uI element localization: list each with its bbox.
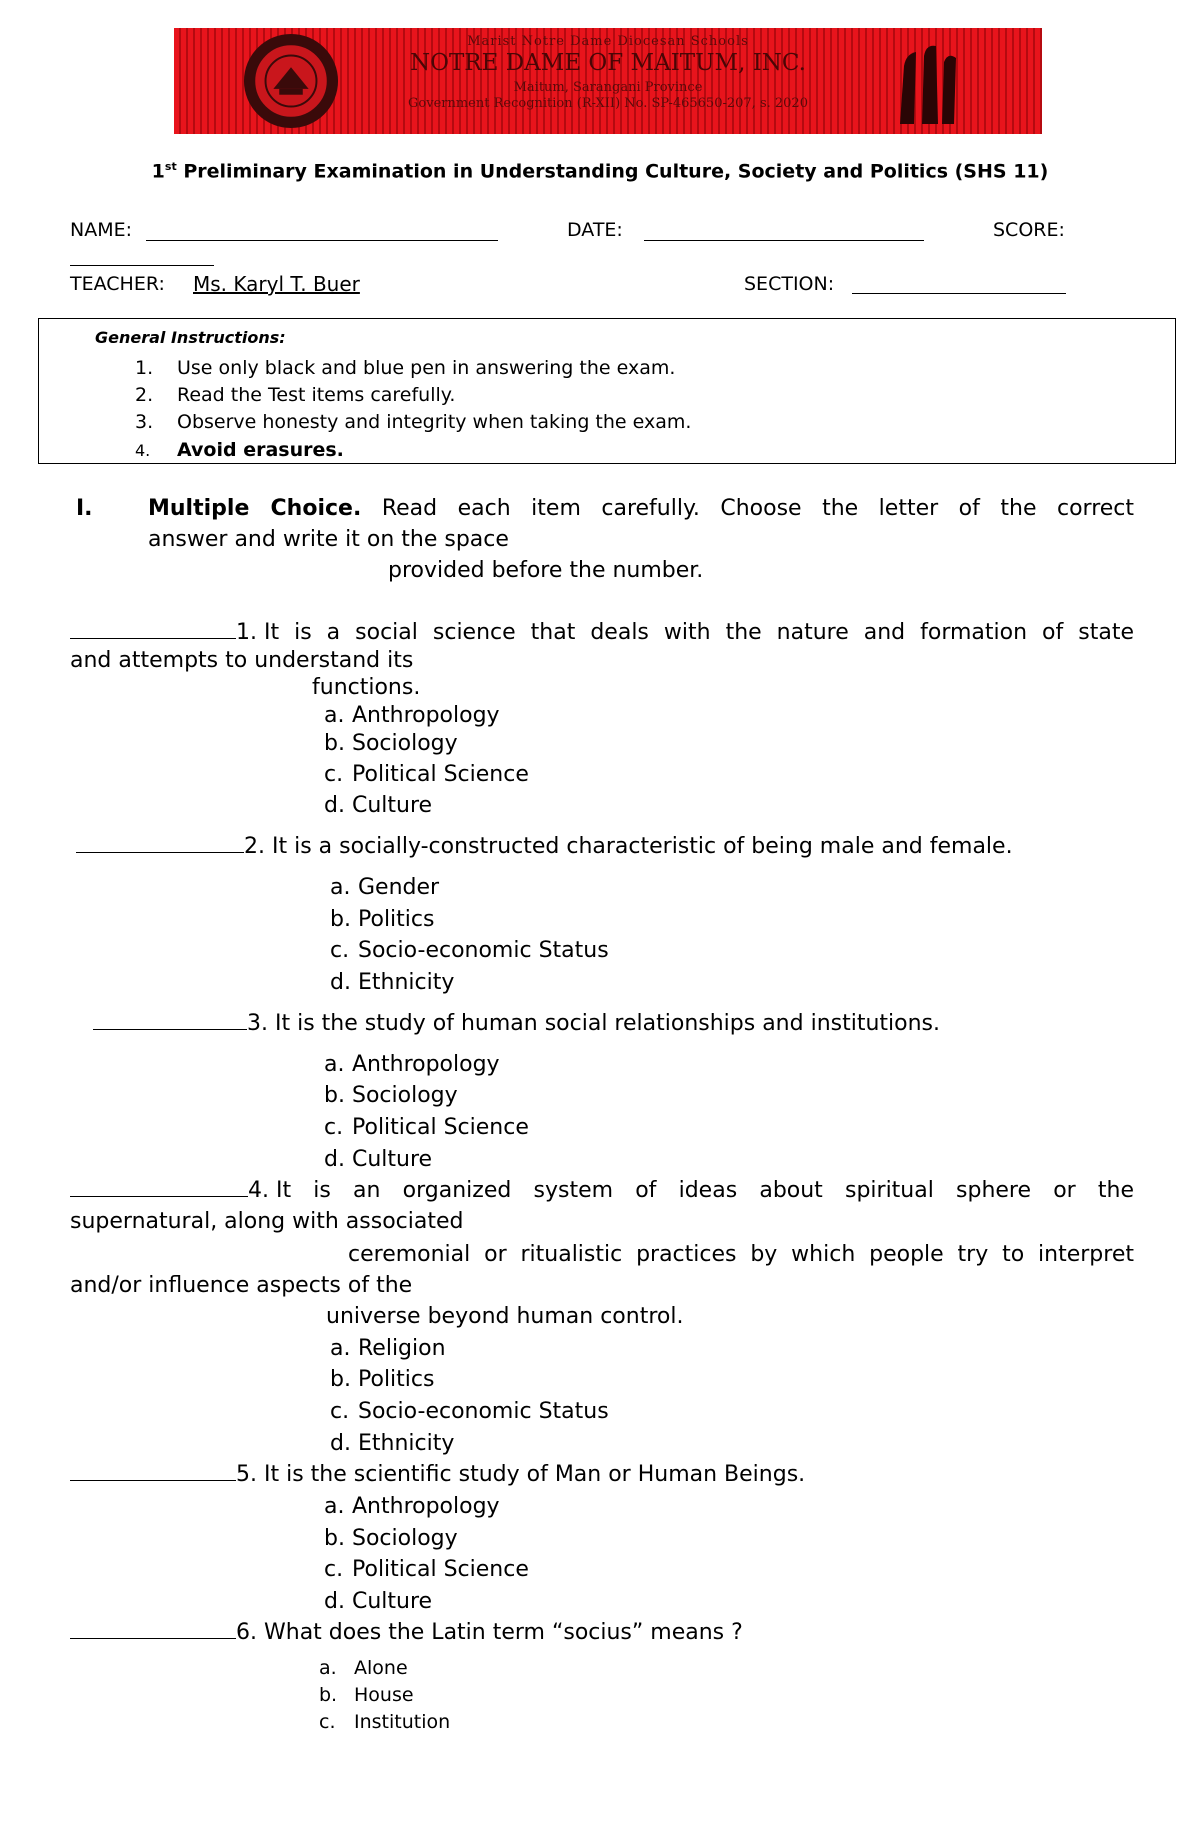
answer-blank[interactable] bbox=[70, 1462, 236, 1481]
instruction-item: 3. Observe honesty and integrity when taking the exam. bbox=[135, 411, 692, 433]
question-4-line3: ceremonial or ritualistic practices by which people try to interpret bbox=[348, 1242, 1134, 1267]
instructions-heading: General Instructions: bbox=[95, 328, 286, 347]
section-directions: Multiple Choice. Read each item carefully. Choose the letter of the correct bbox=[148, 496, 1135, 521]
name-label: NAME: bbox=[70, 219, 133, 241]
option: a. Gender bbox=[330, 875, 440, 900]
question-4-line2: supernatural, along with associated bbox=[70, 1209, 464, 1234]
section-field[interactable] bbox=[852, 293, 1066, 294]
question-6: 6. What does the Latin term “socius” means ? bbox=[70, 1620, 743, 1645]
section-label: SECTION: bbox=[744, 273, 835, 295]
date-field[interactable] bbox=[644, 240, 924, 241]
question-4-line5: universe beyond human control. bbox=[326, 1304, 684, 1329]
option: a. Anthropology bbox=[324, 1494, 500, 1519]
question-4-line4: and/or influence aspects of the bbox=[70, 1273, 413, 1298]
title-number: 1 bbox=[151, 160, 165, 183]
answer-blank[interactable] bbox=[70, 1620, 236, 1639]
school-banner bbox=[174, 28, 1042, 134]
option: a. Anthropology bbox=[324, 703, 500, 728]
option: b. House bbox=[319, 1684, 414, 1706]
option: c. Political Science bbox=[324, 1115, 529, 1140]
instruction-item: 4. Avoid erasures. bbox=[135, 439, 344, 461]
teacher-label: TEACHER: bbox=[70, 273, 165, 295]
option: a. Religion bbox=[330, 1336, 446, 1361]
banner-school-name: NOTRE DAME OF MAITUM, INC. bbox=[409, 50, 806, 76]
option: d. Culture bbox=[324, 793, 433, 818]
instruction-item: 1. Use only black and blue pen in answering the exam. bbox=[135, 357, 676, 379]
option: d. Ethnicity bbox=[330, 1431, 455, 1456]
exam-title bbox=[0, 160, 1200, 182]
section-directions-line2: answer and write it on the space bbox=[148, 527, 509, 552]
question-4: 4. It is an organized system of ideas about spiritual sphere or the bbox=[70, 1178, 1134, 1203]
option: b. Sociology bbox=[324, 731, 458, 756]
banner-address: Maitum, Sarangani Province bbox=[513, 80, 703, 95]
banner-recognition: Government Recognition (R-XII) No. SP-465650-207, s. 2020 bbox=[408, 96, 808, 111]
option: b. Sociology bbox=[324, 1526, 458, 1551]
section-directions-line3: provided before the number. bbox=[388, 558, 704, 583]
option: b. Sociology bbox=[324, 1083, 458, 1108]
banner-network: Marist Notre Dame Diocesan Schools bbox=[467, 34, 749, 49]
option: a. Alone bbox=[319, 1657, 408, 1679]
option: c. Institution bbox=[319, 1711, 451, 1733]
option: d. Ethnicity bbox=[330, 970, 455, 995]
general-instructions-box bbox=[38, 318, 1176, 464]
question-1-line2: and attempts to understand its bbox=[70, 648, 414, 673]
option: d. Culture bbox=[324, 1147, 433, 1172]
section-roman: I. bbox=[76, 496, 93, 521]
answer-blank[interactable] bbox=[76, 834, 244, 853]
option: b. Politics bbox=[330, 1367, 435, 1392]
option: c. Political Science bbox=[324, 1557, 529, 1582]
option: c. Socio-economic Status bbox=[330, 938, 609, 963]
question-1-line3: functions. bbox=[312, 675, 421, 700]
question-1: 1. It is a social science that deals with the nature and formation of state bbox=[70, 620, 1134, 645]
question-2: 2. It is a socially-constructed characteristic of being male and female. bbox=[76, 834, 1013, 859]
answer-blank[interactable] bbox=[70, 620, 236, 639]
answer-blank[interactable] bbox=[70, 1178, 248, 1197]
score-field[interactable] bbox=[70, 265, 214, 266]
answer-blank[interactable] bbox=[93, 1011, 247, 1030]
question-5: 5. It is the scientific study of Man or Human Beings. bbox=[70, 1462, 805, 1487]
option: a. Anthropology bbox=[324, 1052, 500, 1077]
option: d. Culture bbox=[324, 1589, 433, 1614]
date-label: DATE: bbox=[567, 219, 623, 241]
option: c. Political Science bbox=[324, 762, 529, 787]
option: c. Socio-economic Status bbox=[330, 1399, 609, 1424]
score-label: SCORE: bbox=[993, 219, 1065, 241]
title-text: Preliminary Examination in Understanding Culture, Society and Politics (SHS 11) bbox=[176, 160, 1049, 183]
question-3: 3. It is the study of human social relationships and institutions. bbox=[93, 1011, 940, 1036]
option: b. Politics bbox=[330, 907, 435, 932]
instruction-item: 2. Read the Test items carefully. bbox=[135, 384, 456, 406]
title-ordinal: st bbox=[164, 160, 177, 173]
teacher-name: Ms. Karyl T. Buer bbox=[193, 272, 360, 296]
figure-logo-icon bbox=[892, 36, 962, 126]
name-field[interactable] bbox=[146, 240, 498, 241]
